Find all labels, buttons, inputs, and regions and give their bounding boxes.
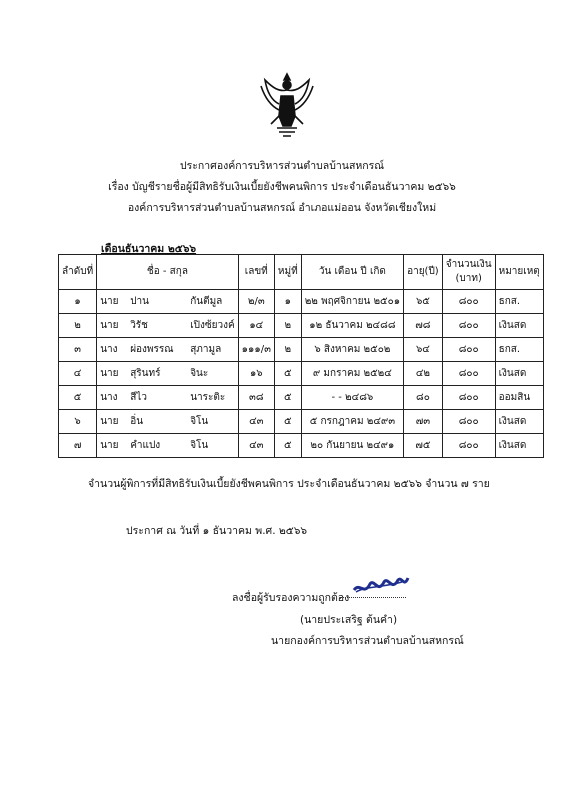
row-age: ๔๒ <box>404 362 443 386</box>
row-no: ๗ <box>59 434 97 458</box>
row-no: ๒ <box>59 314 97 338</box>
row-amount: ๘๐๐ <box>442 434 495 458</box>
col-header-name: ชื่อ - สกุล <box>97 255 238 290</box>
table-row <box>59 338 544 362</box>
table-row <box>59 386 544 410</box>
row-dob: ๑๒ ธันวาคม ๒๔๘๘ <box>301 314 403 338</box>
last-name: จิโน <box>190 440 209 451</box>
summary-line: จำนวนผู้พิการที่มีสิทธิรับเงินเบี้ยยังชีพคนพิการ ประจำเดือนธันวาคม ๒๕๖๖ จำนวน ๗ ราย <box>88 478 490 490</box>
first-name: สุรินทร์ <box>130 368 161 379</box>
first-name: ผ่องพรรณ <box>130 344 174 355</box>
row-name <box>97 410 238 434</box>
row-moo: ๑ <box>274 290 301 314</box>
certify-label: ลงชื่อผู้รับรองความถูกต้อง <box>232 592 350 604</box>
row-dob: ๒๐ กันยายน ๒๔๙๑ <box>301 434 403 458</box>
last-name: จิโน <box>190 416 209 427</box>
row-no: ๖ <box>59 410 97 434</box>
col-header-house-no: เลขที่ <box>238 255 274 290</box>
row-moo: ๒ <box>274 314 301 338</box>
last-name: สุภามูล <box>190 344 222 355</box>
last-name: กันตีมูล <box>190 296 223 307</box>
beneficiary-table <box>58 254 544 458</box>
row-age: ๖๕ <box>404 290 443 314</box>
name-title: นาย <box>100 440 119 451</box>
row-moo: ๕ <box>274 362 301 386</box>
month-label: เดือนธันวาคม ๒๕๖๖ <box>101 243 197 255</box>
row-note: ธกส. <box>495 338 543 362</box>
row-house-no: ๓๘ <box>238 386 274 410</box>
row-house-no: ๑๖ <box>238 362 274 386</box>
announce-date: ประกาศ ณ วันที่ ๑ ธันวาคม พ.ศ. ๒๕๖๖ <box>126 525 308 537</box>
row-dob: ๙ มกราคม ๒๕๒๔ <box>301 362 403 386</box>
name-group <box>100 390 234 405</box>
name-title: นาง <box>100 392 118 403</box>
table-row <box>59 362 544 386</box>
row-house-no: ๒/๓ <box>238 290 274 314</box>
row-age: ๗๘ <box>404 314 443 338</box>
name-group <box>100 438 234 453</box>
organization-line: องค์การบริหารส่วนตำบลบ้านสหกรณ์ อำเภอแม่ออน จังหวัดเชียงใหม่ <box>127 202 437 214</box>
last-name: จินะ <box>190 368 209 379</box>
row-moo: ๕ <box>274 386 301 410</box>
row-note: ออมสิน <box>495 386 543 410</box>
name-title: นาย <box>100 416 119 427</box>
row-note: เงินสด <box>495 362 543 386</box>
row-no: ๔ <box>59 362 97 386</box>
first-name: สีไว <box>130 392 147 403</box>
signer-position: นายกองค์การบริหารส่วนตำบลบ้านสหกรณ์ <box>271 635 464 647</box>
row-amount: ๘๐๐ <box>442 410 495 434</box>
row-house-no: ๑๔ <box>238 314 274 338</box>
row-amount: ๘๐๐ <box>442 362 495 386</box>
name-group <box>100 318 234 333</box>
row-note: เงินสด <box>495 434 543 458</box>
garuda-emblem-icon <box>257 70 317 138</box>
row-name <box>97 434 238 458</box>
name-title: นาย <box>100 296 119 307</box>
name-title: นาง <box>100 344 118 355</box>
name-group <box>100 366 234 381</box>
row-dob: ๖ สิงหาคม ๒๕๐๒ <box>301 338 403 362</box>
row-amount: ๘๐๐ <box>442 314 495 338</box>
row-note: ธกส. <box>495 290 543 314</box>
col-header-dob: วัน เดือน ปี เกิด <box>301 255 403 290</box>
row-dob: - - ๒๔๘๖ <box>301 386 403 410</box>
row-no: ๓ <box>59 338 97 362</box>
name-group <box>100 294 234 309</box>
row-age: ๗๓ <box>404 410 443 434</box>
row-age: ๘๐ <box>404 386 443 410</box>
announcement-subject: เรื่อง บัญชีรายชื่อผู้มีสิทธิรับเงินเบี้ยยังชีพคนพิการ ประจำเดือนธันวาคม ๒๕๖๖ <box>108 181 456 193</box>
last-name: นาระติะ <box>190 392 226 403</box>
table-row <box>59 434 544 458</box>
col-header-age: อายุ(ปี) <box>404 255 443 290</box>
row-no: ๑ <box>59 290 97 314</box>
announcement-heading: ประกาศองค์การบริหารส่วนตำบลบ้านสหกรณ์ <box>179 160 385 172</box>
table-row <box>59 314 544 338</box>
row-moo: ๕ <box>274 434 301 458</box>
signature-scribble <box>350 570 410 600</box>
amount-header-line2: (บาท) <box>455 273 482 284</box>
table-row <box>59 290 544 314</box>
row-amount: ๘๐๐ <box>442 290 495 314</box>
row-age: ๗๕ <box>404 434 443 458</box>
row-name <box>97 362 238 386</box>
row-note: เงินสด <box>495 410 543 434</box>
row-name <box>97 314 238 338</box>
row-house-no: ๑๑๑/๓ <box>238 338 274 362</box>
row-amount: ๘๐๐ <box>442 386 495 410</box>
name-group <box>100 342 234 357</box>
name-title: นาย <box>100 368 119 379</box>
amount-header-line1: จำนวนเงิน <box>445 259 492 270</box>
row-house-no: ๔๓ <box>238 410 274 434</box>
row-moo: ๒ <box>274 338 301 362</box>
name-title: นาย <box>100 320 119 331</box>
col-header-amount <box>442 255 495 290</box>
row-amount: ๘๐๐ <box>442 338 495 362</box>
row-dob: ๕ กรกฎาคม ๒๔๙๓ <box>301 410 403 434</box>
row-house-no: ๔๓ <box>238 434 274 458</box>
row-name <box>97 386 238 410</box>
first-name: ปาน <box>130 296 149 307</box>
first-name: อิ่น <box>130 416 144 427</box>
row-name <box>97 290 238 314</box>
table-row <box>59 410 544 434</box>
row-moo: ๕ <box>274 410 301 434</box>
name-group <box>100 414 234 429</box>
row-note: เงินสด <box>495 314 543 338</box>
first-name: วิรัช <box>130 320 148 331</box>
col-header-no: ลำดับที่ <box>59 255 97 290</box>
row-no: ๕ <box>59 386 97 410</box>
row-name <box>97 338 238 362</box>
row-dob: ๒๒ พฤศจิกายน ๒๕๐๑ <box>301 290 403 314</box>
row-age: ๖๔ <box>404 338 443 362</box>
col-header-note: หมายเหตุ <box>495 255 543 290</box>
first-name: คำแปง <box>130 440 161 451</box>
last-name: เปิงซ้ยวงค์ <box>190 320 235 331</box>
col-header-moo: หมู่ที่ <box>274 255 301 290</box>
table-header-row <box>59 255 544 290</box>
signer-name: (นายประเสริฐ ต้นคำ) <box>300 614 398 626</box>
